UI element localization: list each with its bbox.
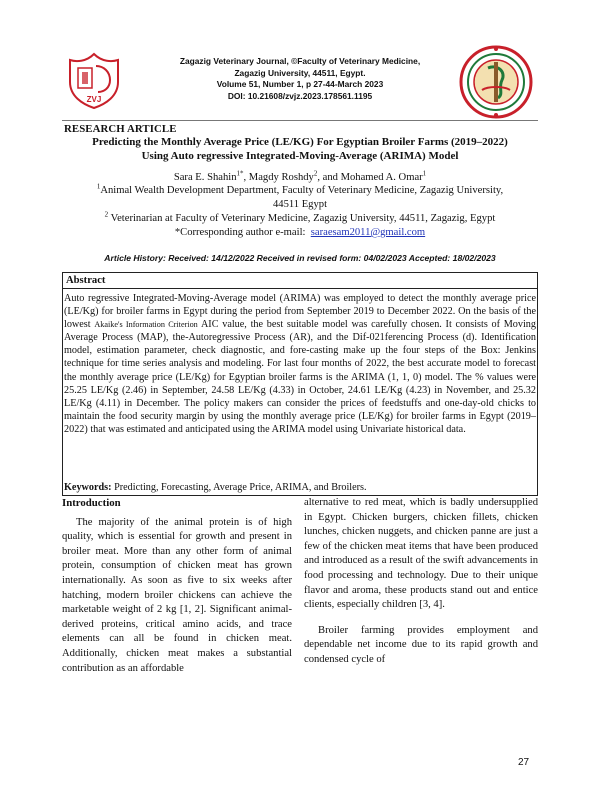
author-3: , and Mohamed A. Omar bbox=[317, 172, 423, 183]
journal-line-2: Zagazig University, 44511, Egypt. bbox=[234, 67, 366, 78]
title-line-2: Using Auto regressive Integrated-Moving-Average (ARIMA) Model bbox=[141, 149, 459, 162]
article-history: Article History: Received: 14/12/2022 Received in revised form: 04/02/2023 Accepted: 18/02/2023 bbox=[104, 253, 496, 263]
zvj-logo bbox=[68, 52, 120, 110]
abstract-text-small: Akaike's Information Criterion bbox=[94, 320, 198, 330]
author-3-sup: 1 bbox=[422, 169, 427, 178]
keywords-label: Keywords: bbox=[64, 482, 112, 493]
author-2: , Magdy Roshdy bbox=[243, 172, 314, 183]
aff1-text: Animal Wealth Development Department, Faculty of Veterinary Medicine, Zagazig University, bbox=[100, 185, 504, 196]
affiliation-2 bbox=[62, 212, 538, 226]
corresponding-author bbox=[62, 226, 538, 240]
corr-email-link[interactable]: saraesam2011@gmail.com bbox=[310, 227, 426, 238]
article-title bbox=[62, 136, 538, 163]
intro-paragraph-1: The majority of the animal protein is of high quality, which is essential for growth and present in broiler meat. More than any other form of animal protein, consumption of chicken meat has grown internationally. As soon as five to six weeks after hatching, modern broiler chickens can achieve the marketable weight of 2 kg [1, 2]. Significant animal-derived proteins, critical amino acids, and trace elements can all be found in chicken meat. Additionally, chicken meat makes a substantial contribution as an affordable bbox=[62, 516, 292, 674]
intro-paragraph-2: alternative to red meat, which is badly undersupplied in Egypt. Chicken burgers, chicken fillets, chicken lunches, chicken nuggets, and chicken panne are just a few of the chicken meat items that have been produced and introduced as a result of the swift advancements in food processing and technology. Due to their unique flavor and aroma, these products stand out and entice clients, especially children [3, 4]. bbox=[304, 497, 538, 611]
article-type: RESEARCH ARTICLE bbox=[64, 123, 177, 135]
aff1-sup: 1 bbox=[96, 182, 101, 191]
author-2-sup: 2 bbox=[313, 169, 318, 178]
abstract-heading: Abstract bbox=[66, 275, 106, 286]
author-1-sup: 1* bbox=[236, 169, 244, 178]
svg-text:ZVJ: ZVJ bbox=[86, 95, 102, 104]
abstract-body bbox=[64, 292, 536, 436]
abstract-divider bbox=[62, 288, 538, 289]
keywords bbox=[64, 482, 367, 493]
journal-line-1: Zagazig Veterinary Journal, ©Faculty of Veterinary Medicine, bbox=[179, 56, 421, 66]
author-1: Sara E. Shahin bbox=[173, 172, 237, 183]
right-column bbox=[304, 496, 538, 668]
header-rule bbox=[62, 120, 538, 121]
intro-paragraph-3: Broiler farming provides employment and dependable net income due to its rapid growth and condensed cycle of bbox=[304, 624, 538, 665]
abstract-text-2: AIC value, the best suitable model was carefully chosen. It consists of Moving Average Process (MAP), the-Autoregressive Process (AR), and the Dif-021ferencing Process (d). Identification model, estimation parameter, check diagnostic, and fore-casting make up the four steps of the Box: Jenkins technique for time series analysis and modeling. For last four months of 2022, the best accurate model to forecast the monthly average price (LE/Kg) for Egyptian broiler farms is the ARIMA (1, 1, 0) model. The % values were 25.25 LE/Kg (2.46) in September, 24.58 LE/Kg (4.33) in October, 24.61 LE/Kg (4.23) in November, and 25.32 LE/Kg (4.11) in December. The policy makers can consider the prices of feedstuffs and one-day-old chicks to maintain the food security margin by using the monthly average price (LE/Kg) for broiler farms in Egypt (2019–2022) that was estimated and anticipated using the ARIMA model using Univariate historical data. bbox=[64, 319, 536, 435]
title-line-1: Predicting the Monthly Average Price (LE/KG) For Egyptian Broiler Farms (2019–2022) bbox=[92, 136, 508, 148]
left-column bbox=[62, 496, 292, 676]
aff2-sup: 2 bbox=[104, 210, 109, 219]
intro-heading: Introduction bbox=[62, 497, 121, 509]
corr-label: *Corresponding author e-mail: bbox=[174, 227, 306, 238]
keywords-text: Predicting, Forecasting, Average Price, ARIMA, and Broilers. bbox=[111, 482, 367, 493]
author-list bbox=[62, 171, 538, 185]
faculty-emblem bbox=[458, 44, 534, 120]
abstract-text-1: Auto regressive Integrated-Moving-Average model (ARIMA) was employed to detect the monthly average price (LE/Kg) for broiler farms in Egypt during the period from September 2019 to December 2022. On the basis of the lowest bbox=[64, 293, 536, 331]
aff1-cont: 44511 Egypt bbox=[272, 198, 328, 210]
page-number: 27 bbox=[518, 757, 530, 768]
affiliation-1 bbox=[62, 184, 538, 211]
journal-doi: DOI: 10.21608/zvjz.2023.178561.1195 bbox=[227, 90, 373, 101]
journal-line-3: Volume 51, Number 1, p 27-44-March 2023 bbox=[216, 79, 384, 90]
aff2-text: Veterinarian at Faculty of Veterinary Medicine, Zagazig University, 44511, Zagazig, Egypt bbox=[108, 213, 496, 224]
journal-header bbox=[140, 56, 460, 102]
